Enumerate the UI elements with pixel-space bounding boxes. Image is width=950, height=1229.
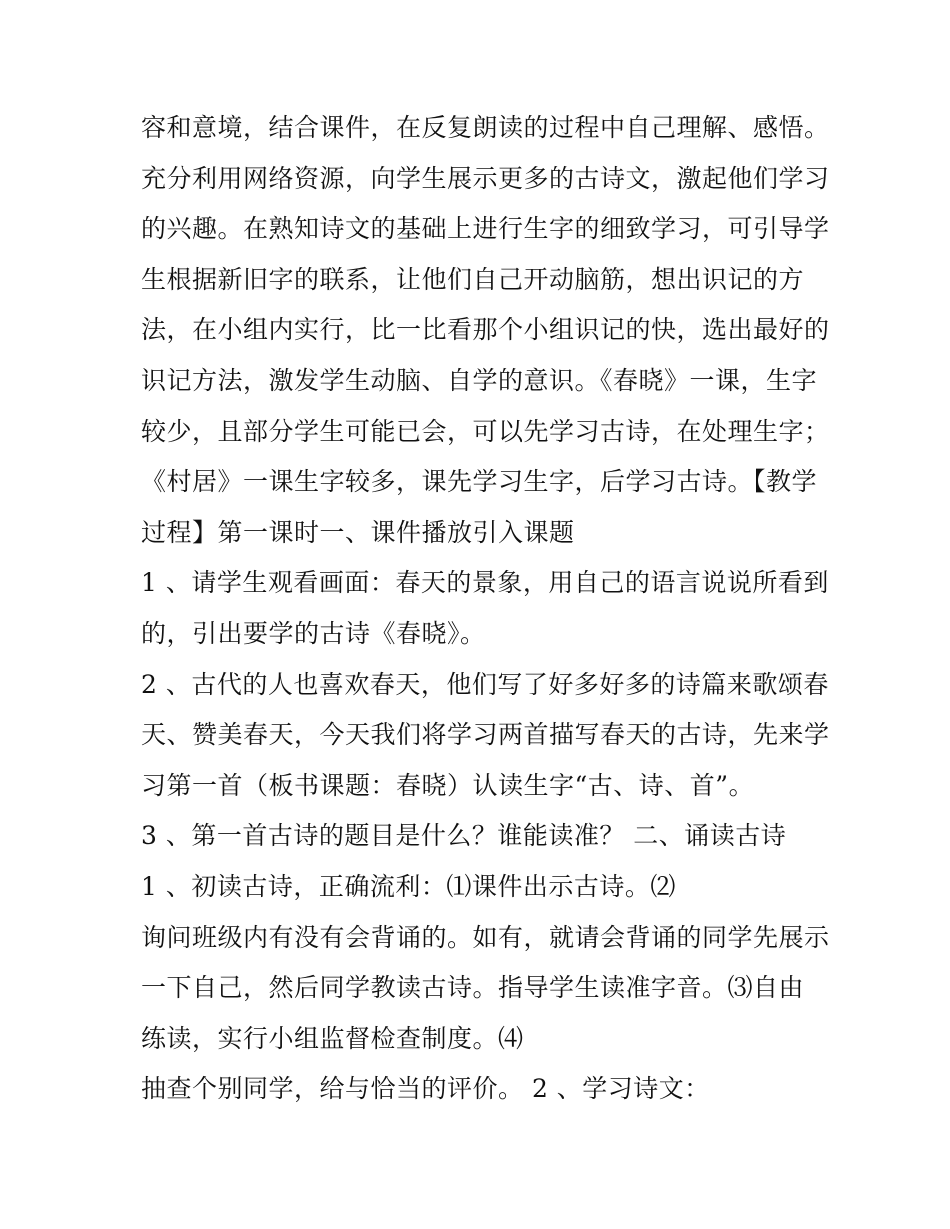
text-line: 生根据新旧字的联系，让他们自己开动脑筋，想出识记的方 — [141, 264, 805, 294]
body-text — [141, 103, 830, 1115]
text-line: 询问班级内有没有会背诵的。如有，就请会背诵的同学先展示 — [141, 922, 830, 952]
text-line: 较少，且部分学生可能已会，可以先学习古诗，在处理生字； — [141, 416, 830, 446]
text-line: 充分利用网络资源，向学生展示更多的古诗文，激起他们学习 — [141, 163, 830, 193]
text-line: 1 、初读古诗，正确流利：⑴课件出示古诗。⑵ — [141, 871, 676, 901]
text-line: 一下自己，然后同学教读古诗。指导学生读准字音。⑶自由 — [141, 973, 805, 1003]
text-line: 的，引出要学的古诗《春晓》。 — [141, 618, 486, 648]
text-line: 3 、第一首古诗的题目是什么？谁能读准？ 二、诵读古诗 — [141, 821, 787, 851]
text-line: 的兴趣。在熟知诗文的基础上进行生字的细致学习，可引导学 — [141, 214, 830, 244]
text-line: 识记方法，激发学生动脑、自学的意识。《春晓》一课，生字 — [141, 365, 818, 395]
text-line: 天、赞美春天，今天我们将学习两首描写春天的古诗，先来学 — [141, 720, 830, 750]
text-line: 习第一首（板书课题：春晓）认读生字“古、诗、首”。 — [141, 770, 755, 800]
text-line: 1 、请学生观看画面：春天的景象，用自己的语言说说所看到 — [141, 568, 829, 598]
text-line: 抽查个别同学，给与恰当的评价。 2 、学习诗文： — [141, 1074, 710, 1104]
text-line: 2 、古代的人也喜欢春天，他们写了好多好多的诗篇来歌颂春 — [141, 669, 829, 699]
text-line: 法，在小组内实行，比一比看那个小组识记的快，选出最好的 — [141, 315, 830, 345]
text-line: 《村居》一课生字较多，课先学习生字，后学习古诗。【教学 — [141, 467, 818, 497]
text-line: 容和意境，结合课件，在反复朗读的过程中自己理解、感悟。 — [141, 113, 830, 142]
text-line: 练读，实行小组监督检查制度。⑷ — [141, 1023, 524, 1053]
text-line: 过程】第一课时一、课件播放引入课题 — [141, 517, 575, 547]
